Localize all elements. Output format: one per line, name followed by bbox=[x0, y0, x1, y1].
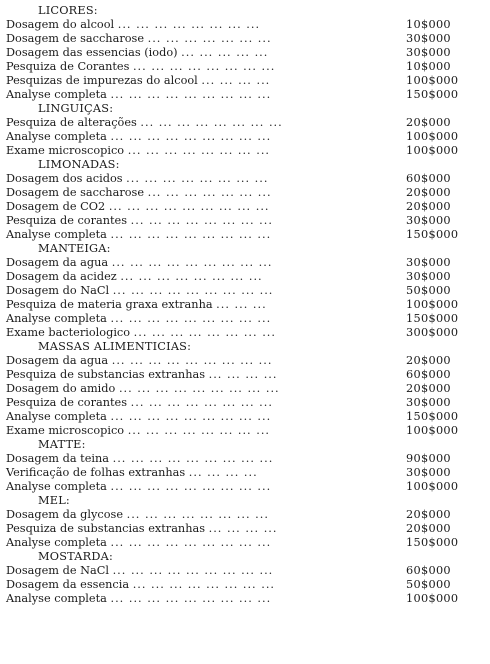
dot-leader: ... ... ... ... ... ... ... ... ... bbox=[110, 130, 272, 143]
price-row bbox=[6, 60, 480, 74]
section-heading: MANTEIGA: bbox=[38, 242, 111, 255]
dot-leader: ... ... ... ... ... ... ... bbox=[147, 186, 272, 199]
price-value: 20$000 bbox=[406, 522, 451, 535]
price-value: 20$000 bbox=[406, 508, 451, 521]
section-heading: LIMONADAS: bbox=[38, 158, 120, 171]
analysis-name: Dosagem do NaCl bbox=[6, 284, 110, 297]
price-row bbox=[6, 326, 480, 340]
price-value: 100$000 bbox=[406, 592, 459, 605]
price-value: 100$000 bbox=[406, 144, 459, 157]
analysis-name: Analyse completa bbox=[6, 480, 107, 493]
price-section bbox=[6, 438, 480, 494]
analysis-name: Analyse completa bbox=[6, 410, 107, 423]
price-value: 30$000 bbox=[406, 396, 451, 409]
price-value: 30$000 bbox=[406, 270, 451, 283]
price-row bbox=[6, 536, 480, 550]
dot-leader: ... ... ... ... ... ... ... ... bbox=[140, 116, 283, 129]
dot-leader: ... ... ... ... ... ... ... ... bbox=[127, 424, 271, 437]
analysis-name: Analyse completa bbox=[6, 88, 107, 101]
price-row bbox=[6, 564, 480, 578]
dot-leader: ... ... ... ... ... ... ... ... ... bbox=[118, 382, 280, 395]
price-value: 90$000 bbox=[406, 452, 451, 465]
price-row bbox=[6, 424, 480, 438]
price-row bbox=[6, 144, 480, 158]
price-value: 10$000 bbox=[406, 60, 451, 73]
price-row bbox=[6, 18, 480, 32]
price-row bbox=[6, 74, 480, 88]
price-value: 150$000 bbox=[406, 312, 459, 325]
analysis-name: Pesquiza de corantes bbox=[6, 214, 128, 227]
analysis-name: Dosagem da agua bbox=[6, 256, 109, 269]
price-row bbox=[6, 382, 480, 396]
price-row bbox=[6, 396, 480, 410]
price-row bbox=[6, 578, 480, 592]
price-value: 100$000 bbox=[406, 424, 459, 437]
price-value: 60$000 bbox=[406, 172, 451, 185]
price-row bbox=[6, 284, 480, 298]
dot-leader: ... ... ... ... ... ... ... ... bbox=[130, 214, 273, 227]
dot-leader: ... ... ... ... ... ... ... ... ... bbox=[108, 200, 270, 213]
dot-leader: ... ... ... ... ... ... ... ... bbox=[117, 18, 261, 31]
analysis-name: Dosagem do alcool bbox=[6, 18, 115, 31]
dot-leader: ... ... ... ... ... ... ... ... ... bbox=[110, 228, 272, 241]
price-value: 150$000 bbox=[406, 410, 459, 423]
price-value: 150$000 bbox=[406, 88, 459, 101]
dot-leader: ... ... ... ... bbox=[208, 368, 278, 381]
price-row bbox=[6, 32, 480, 46]
price-row bbox=[6, 354, 480, 368]
price-row bbox=[6, 368, 480, 382]
analysis-name: Analyse completa bbox=[6, 228, 107, 241]
price-row bbox=[6, 228, 480, 242]
section-heading: MOSTARDA: bbox=[38, 550, 113, 563]
price-value: 150$000 bbox=[406, 536, 459, 549]
price-value: 30$000 bbox=[406, 256, 451, 269]
dot-leader: ... ... ... bbox=[216, 298, 267, 311]
dot-leader: ... ... ... ... bbox=[188, 466, 258, 479]
dot-leader: ... ... ... ... ... ... ... ... ... bbox=[112, 452, 274, 465]
dot-leader: ... ... ... ... bbox=[201, 74, 271, 87]
price-row bbox=[6, 186, 480, 200]
analysis-name: Pesquiza de substancias extranhas bbox=[6, 368, 206, 381]
price-row bbox=[6, 508, 480, 522]
price-section bbox=[6, 102, 480, 158]
dot-leader: ... ... ... ... ... ... ... ... ... bbox=[110, 480, 272, 493]
analysis-name: Pesquizas de impurezas do alcool bbox=[6, 74, 198, 87]
price-section bbox=[6, 4, 480, 102]
price-row bbox=[6, 214, 480, 228]
price-value: 20$000 bbox=[406, 382, 451, 395]
price-row bbox=[6, 46, 480, 60]
dot-leader: ... ... ... ... ... ... ... ... ... bbox=[111, 256, 273, 269]
analysis-name: Dosagem das essencias (iodo) bbox=[6, 46, 178, 59]
price-row bbox=[6, 130, 480, 144]
price-row bbox=[6, 452, 480, 466]
analysis-name: Analyse completa bbox=[6, 130, 107, 143]
analysis-name: Analyse completa bbox=[6, 312, 107, 325]
dot-leader: ... ... ... ... ... ... ... ... ... bbox=[110, 88, 272, 101]
price-value: 100$000 bbox=[406, 130, 459, 143]
price-value: 20$000 bbox=[406, 200, 451, 213]
dot-leader: ... ... ... ... ... ... ... bbox=[147, 32, 272, 45]
analysis-name: Exame bacteriologico bbox=[6, 326, 131, 339]
price-row bbox=[6, 116, 480, 130]
analysis-name: Dosagem de saccharose bbox=[6, 32, 145, 45]
dot-leader: ... ... ... ... ... ... ... ... bbox=[120, 270, 263, 283]
price-section bbox=[6, 494, 480, 550]
analysis-name: Dosagem de NaCl bbox=[6, 564, 109, 577]
price-value: 30$000 bbox=[406, 32, 451, 45]
price-section bbox=[6, 340, 480, 438]
analysis-name: Pesquiza de alterações bbox=[6, 116, 137, 129]
analysis-name: Verificação de folhas extranhas bbox=[6, 466, 186, 479]
section-heading: LICORES: bbox=[38, 4, 98, 17]
price-row bbox=[6, 298, 480, 312]
analysis-name: Analyse completa bbox=[6, 592, 107, 605]
dot-leader: ... ... ... ... bbox=[208, 522, 278, 535]
analysis-name: Pesquiza de Corantes bbox=[6, 60, 130, 73]
dot-leader: ... ... ... ... ... ... ... ... ... bbox=[111, 354, 273, 367]
price-value: 10$000 bbox=[406, 18, 451, 31]
price-value: 100$000 bbox=[406, 298, 459, 311]
dot-leader: ... ... ... ... ... ... ... ... ... bbox=[110, 410, 272, 423]
price-row bbox=[6, 200, 480, 214]
price-value: 100$000 bbox=[406, 480, 459, 493]
price-value: 30$000 bbox=[406, 214, 451, 227]
price-row bbox=[6, 522, 480, 536]
price-value: 60$000 bbox=[406, 368, 451, 381]
analysis-name: Exame microscopico bbox=[6, 424, 125, 437]
analysis-name: Dosagem da teina bbox=[6, 452, 110, 465]
price-value: 150$000 bbox=[406, 228, 459, 241]
price-section bbox=[6, 158, 480, 242]
price-value: 20$000 bbox=[406, 116, 451, 129]
analysis-name: Dosagem da glycose bbox=[6, 508, 124, 521]
dot-leader: ... ... ... ... ... ... ... ... bbox=[127, 144, 271, 157]
price-value: 100$000 bbox=[406, 74, 459, 87]
price-row bbox=[6, 256, 480, 270]
analysis-name: Dosagem do amido bbox=[6, 382, 116, 395]
price-list bbox=[6, 4, 480, 606]
dot-leader: ... ... ... ... ... ... ... ... ... bbox=[110, 312, 272, 325]
section-heading: LINGUIÇAS: bbox=[38, 102, 114, 115]
price-value: 30$000 bbox=[406, 46, 451, 59]
dot-leader: ... ... ... ... ... ... ... ... ... bbox=[110, 592, 272, 605]
analysis-name: Dosagem da acidez bbox=[6, 270, 117, 283]
price-value: 20$000 bbox=[406, 186, 451, 199]
analysis-name: Dosagem da essencia bbox=[6, 578, 130, 591]
dot-leader: ... ... ... ... ... ... ... ... bbox=[133, 326, 276, 339]
analysis-name: Analyse completa bbox=[6, 536, 107, 549]
price-row bbox=[6, 270, 480, 284]
price-section bbox=[6, 550, 480, 606]
price-value: 300$000 bbox=[406, 326, 459, 339]
analysis-name: Pesquiza de materia graxa extranha bbox=[6, 298, 213, 311]
section-heading: MEL: bbox=[38, 494, 70, 507]
section-heading: MATTE: bbox=[38, 438, 86, 451]
dot-leader: ... ... ... ... ... ... ... ... bbox=[126, 508, 269, 521]
analysis-name: Dosagem dos acidos bbox=[6, 172, 123, 185]
price-value: 30$000 bbox=[406, 466, 451, 479]
price-value: 50$000 bbox=[406, 284, 451, 297]
price-row bbox=[6, 410, 480, 424]
dot-leader: ... ... ... ... ... ... ... ... bbox=[132, 60, 276, 73]
dot-leader: ... ... ... ... ... ... ... ... bbox=[132, 578, 276, 591]
dot-leader: ... ... ... ... ... ... ... ... ... bbox=[110, 536, 272, 549]
price-value: 60$000 bbox=[406, 564, 451, 577]
price-row bbox=[6, 592, 480, 606]
price-value: 50$000 bbox=[406, 578, 451, 591]
analysis-name: Dosagem de saccharose bbox=[6, 186, 145, 199]
price-row bbox=[6, 466, 480, 480]
analysis-name: Exame microscopico bbox=[6, 144, 125, 157]
price-row bbox=[6, 312, 480, 326]
price-value: 20$000 bbox=[406, 354, 451, 367]
analysis-name: Dosagem de CO2 bbox=[6, 200, 106, 213]
price-row bbox=[6, 88, 480, 102]
dot-leader: ... ... ... ... ... bbox=[181, 46, 269, 59]
price-section bbox=[6, 242, 480, 340]
analysis-name: Dosagem da agua bbox=[6, 354, 109, 367]
dot-leader: ... ... ... ... ... ... ... ... bbox=[126, 172, 269, 185]
dot-leader: ... ... ... ... ... ... ... ... ... bbox=[112, 564, 274, 577]
analysis-name: Pesquiza de corantes bbox=[6, 396, 128, 409]
price-row bbox=[6, 172, 480, 186]
section-heading: MASSAS ALIMENTICIAS: bbox=[38, 340, 192, 353]
analysis-name: Pesquiza de substancias extranhas bbox=[6, 522, 206, 535]
dot-leader: ... ... ... ... ... ... ... ... ... bbox=[112, 284, 274, 297]
price-row bbox=[6, 480, 480, 494]
dot-leader: ... ... ... ... ... ... ... ... bbox=[130, 396, 273, 409]
